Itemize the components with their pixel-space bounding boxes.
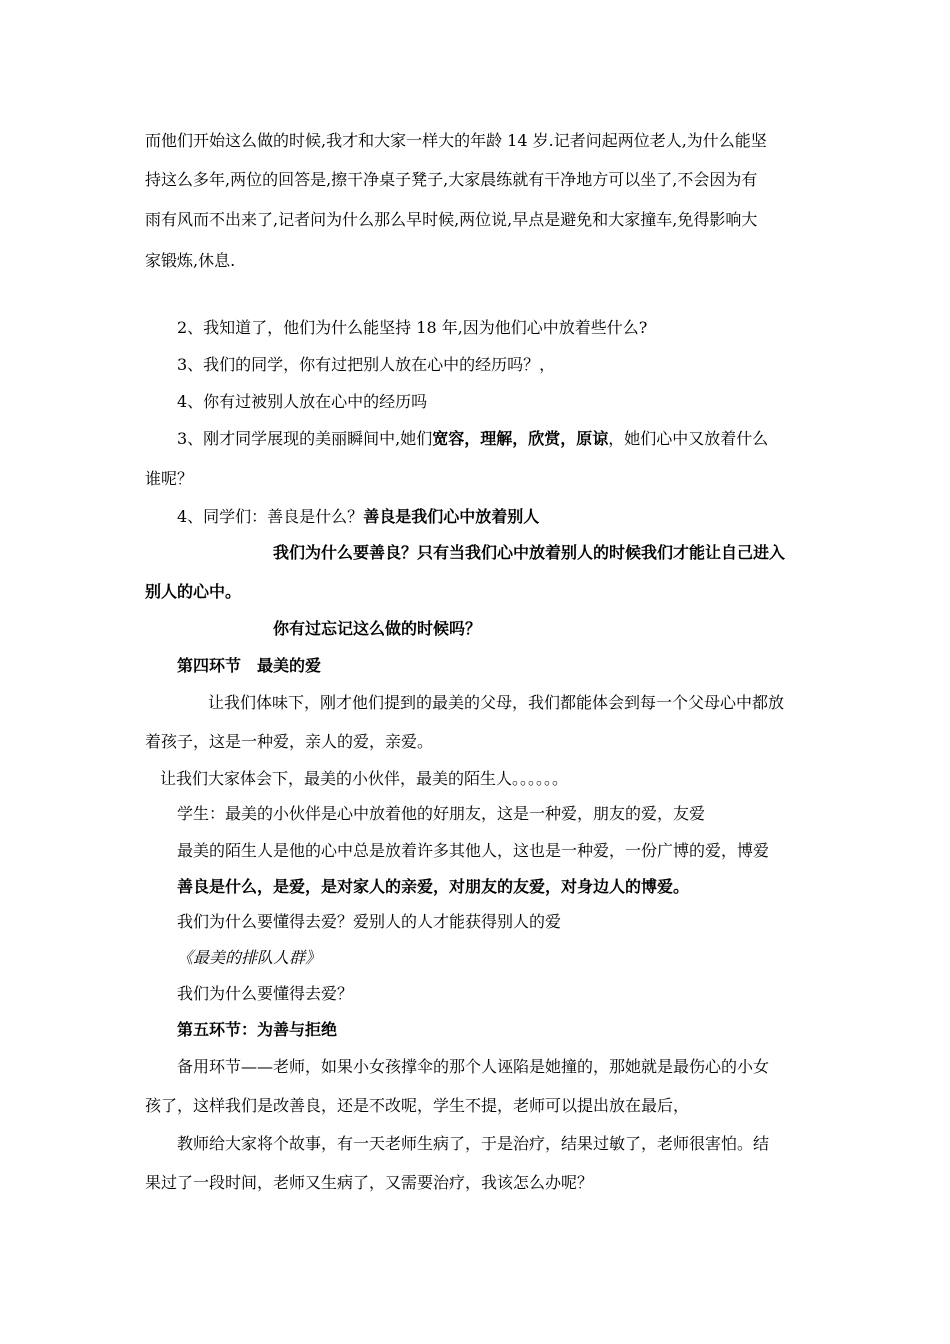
section-4-p6: 我们为什么要懂得去爱？爱别人的人才能获得别人的爱 xyxy=(177,912,562,931)
question-4: 4、你有过被别人放在心中的经历吗 xyxy=(177,392,428,411)
paragraph-1-line-1: 而他们开始这么做的时候,我才和大家一样大的年龄 14 岁.记者问起两位老人,为什么能坚 xyxy=(145,131,767,150)
section-5-p1-line-2: 孩了，这样我们是改善良，还是不改呢，学生不提，老师可以提出放在最后， xyxy=(145,1096,690,1115)
paragraph-1-line-4: 家锻炼,休息. xyxy=(145,251,236,270)
question-3b-line-2: 谁呢？ xyxy=(145,469,194,488)
question-3b-bold: 宽容，理解，欣赏，原谅 xyxy=(432,429,609,448)
question-3b-suffix: ，她们心中又放着什么 xyxy=(608,429,769,448)
section-4-p1-line-2: 着孩子，这是一种爱，亲人的爱，亲爱。 xyxy=(145,732,434,751)
section-5-p2-line-2: 果过了一段时间，老师又生病了，又需要治疗，我该怎么办呢？ xyxy=(145,1173,594,1192)
section-5-p1-line-1: 备用环节——老师，如果小女孩撑伞的那个人诬陷是她撞的，那她就是最伤心的小女 xyxy=(177,1057,770,1076)
section-4-p4: 最美的陌生人是他的心中总是放着许多其他人，这也是一种爱，一份广博的爱，博爱 xyxy=(177,841,770,860)
section-4-p7: 《最美的排队人群》 xyxy=(177,948,322,967)
question-4b-bold: 善良是我们心中放着别人 xyxy=(363,507,540,526)
question-3b-prefix: 3、刚才同学展现的美丽瞬间中,她们 xyxy=(177,429,433,448)
section-5-p2-line-1: 教师给大家将个故事，有一天老师生病了，于是治疗，结果过敏了，老师很害怕。结 xyxy=(177,1134,770,1153)
section-4-title: 第四环节 最美的爱 xyxy=(177,656,322,675)
question-3: 3、我们的同学，你有过把别人放在心中的经历吗？， xyxy=(177,355,556,374)
section-4-p1-line-1: 让我们体味下，刚才他们提到的最美的父母，我们都能体会到每一个父母心中都放 xyxy=(208,693,785,712)
question-4b-prefix: 4、同学们：善良是什么？ xyxy=(177,507,364,526)
paragraph-1-line-3: 雨有风而不出来了,记者问为什么那么早时候,两位说,早点是避免和大家撞车,免得影响大 xyxy=(145,210,758,229)
section-4-p5: 善良是什么，是爱，是对家人的亲爱，对朋友的友爱，对身边人的博爱。 xyxy=(177,877,690,896)
question-4b xyxy=(177,507,539,527)
section-4-p8: 我们为什么要懂得去爱？ xyxy=(177,984,354,1003)
why-good-line-1: 我们为什么要善良？只有当我们心中放着别人的时候我们才能让自己进入 xyxy=(273,543,786,562)
question-3b-line-1 xyxy=(177,429,768,449)
section-4-p2: 让我们大家体会下，最美的小伙伴，最美的陌生人。。。。。。 xyxy=(160,769,569,788)
paragraph-1-line-2: 持这么多年,两位的回答是,擦干净桌子凳子,大家晨练就有干净地方可以坐了,不会因为有 xyxy=(145,170,758,189)
section-5-title: 第五环节：为善与拒绝 xyxy=(177,1020,338,1039)
forgot-question: 你有过忘记这么做的时候吗？ xyxy=(273,619,482,638)
question-2: 2、我知道了，他们为什么能坚持 18 年,因为他们心中放着些什么? xyxy=(177,318,648,337)
section-4-p3: 学生：最美的小伙伴是心中放着他的好朋友，这是一种爱，朋友的爱，友爱 xyxy=(177,804,706,823)
why-good-line-2: 别人的心中。 xyxy=(145,582,242,601)
